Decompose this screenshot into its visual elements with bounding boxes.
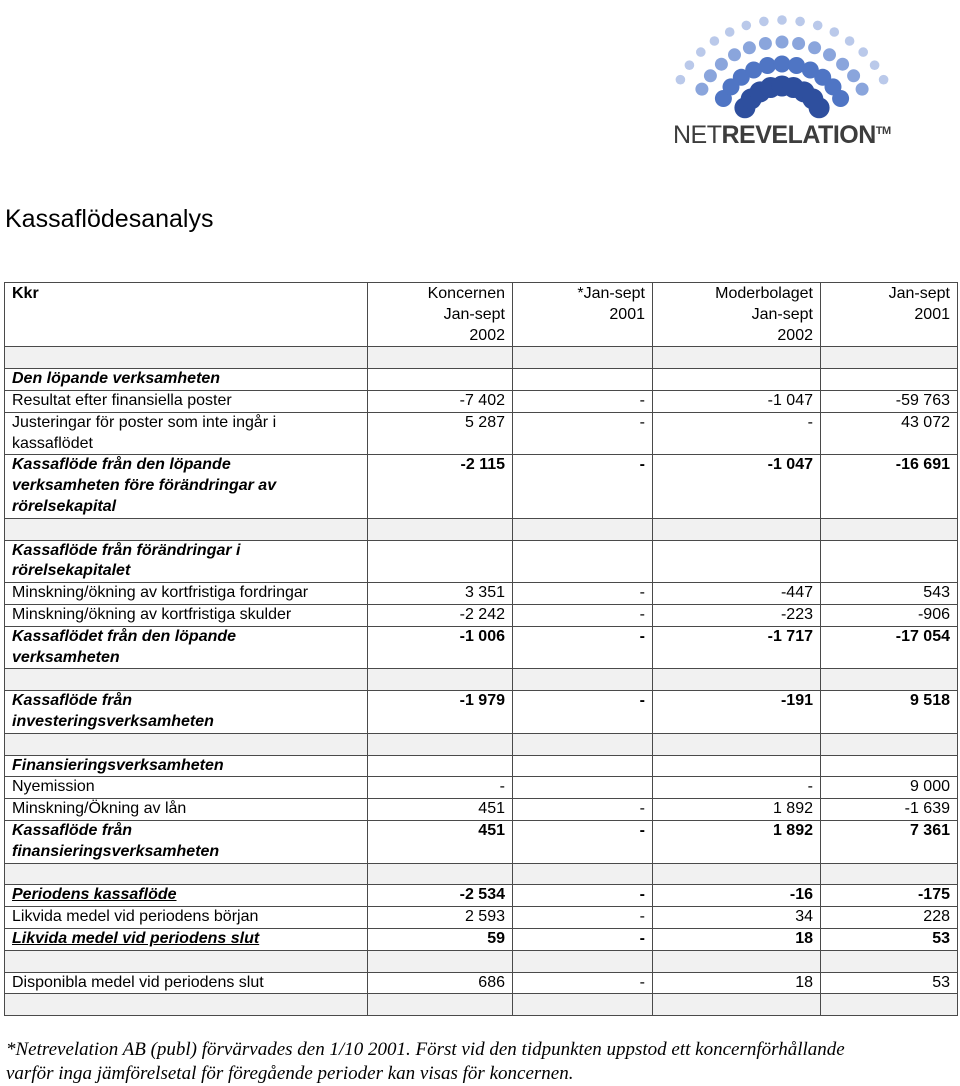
value-cell xyxy=(513,777,653,799)
spacer-cell xyxy=(653,669,821,691)
value-cell: -2 115 xyxy=(368,455,513,518)
logo-dot xyxy=(836,58,849,71)
logo-dot xyxy=(696,47,706,57)
value-cell: 34 xyxy=(653,907,821,929)
value-cell: -1 717 xyxy=(653,626,821,669)
table-row xyxy=(5,412,958,455)
table-row xyxy=(5,799,958,821)
spacer-cell xyxy=(368,518,513,540)
spacer-cell xyxy=(653,863,821,885)
logo-dot xyxy=(774,56,791,73)
spacer-cell xyxy=(5,669,368,691)
spacer-cell xyxy=(368,347,513,369)
value-cell: -447 xyxy=(653,583,821,605)
row-label-cell: Minskning/ökning av kortfristiga skulder xyxy=(5,604,368,626)
value-cell: -16 691 xyxy=(821,455,958,518)
spacer-cell xyxy=(821,863,958,885)
spacer-cell xyxy=(821,518,958,540)
value-cell: - xyxy=(513,885,653,907)
spacer-row xyxy=(5,669,958,691)
spacer-cell xyxy=(821,669,958,691)
spacer-cell xyxy=(513,669,653,691)
spacer-cell xyxy=(653,733,821,755)
value-cell: 451 xyxy=(368,820,513,863)
value-cell: 43 072 xyxy=(821,412,958,455)
row-label-cell: Justeringar för poster som inte ingår i kassaflödet xyxy=(5,412,368,455)
table-row xyxy=(5,907,958,929)
table-row xyxy=(5,369,958,391)
value-cell xyxy=(821,755,958,777)
logo-dot xyxy=(847,69,860,82)
value-cell: 3 351 xyxy=(368,583,513,605)
value-cell: -223 xyxy=(653,604,821,626)
row-label-cell: Den löpande verksamheten xyxy=(5,369,368,391)
value-cell: -17 054 xyxy=(821,626,958,669)
spacer-cell xyxy=(5,994,368,1016)
value-cell: -906 xyxy=(821,604,958,626)
value-cell: -16 xyxy=(653,885,821,907)
spacer-row xyxy=(5,950,958,972)
spacer-row xyxy=(5,347,958,369)
row-label-cell: Likvida medel vid periodens början xyxy=(5,907,368,929)
spacer-cell xyxy=(513,994,653,1016)
logo-dot xyxy=(743,41,756,54)
value-cell: 18 xyxy=(653,972,821,994)
row-label-cell: Nyemission xyxy=(5,777,368,799)
footnote xyxy=(6,1038,956,1086)
value-cell: 53 xyxy=(821,972,958,994)
logo-dot xyxy=(809,97,830,118)
value-cell: -175 xyxy=(821,885,958,907)
logo-trademark: TM xyxy=(875,125,891,137)
value-cell: 2 593 xyxy=(368,907,513,929)
table-row xyxy=(5,390,958,412)
value-cell: -1 047 xyxy=(653,455,821,518)
value-cell xyxy=(368,755,513,777)
header-column-cell: Moderbolaget Jan-sept 2002 xyxy=(653,283,821,347)
logo-dot xyxy=(792,37,805,50)
logo-dot xyxy=(856,83,869,96)
value-cell: -191 xyxy=(653,691,821,734)
value-cell: 5 287 xyxy=(368,412,513,455)
value-cell: 686 xyxy=(368,972,513,994)
company-logo xyxy=(664,2,904,152)
value-cell xyxy=(821,540,958,583)
value-cell: -1 047 xyxy=(653,390,821,412)
value-cell: - xyxy=(513,626,653,669)
table-row xyxy=(5,691,958,734)
value-cell: -2 242 xyxy=(368,604,513,626)
logo-text-net: NET xyxy=(673,121,722,149)
logo-dots-graphic xyxy=(664,2,904,122)
row-label-cell: Kassaflöde från investeringsverksamheten xyxy=(5,691,368,734)
spacer-cell xyxy=(513,347,653,369)
table-row xyxy=(5,972,958,994)
table-row xyxy=(5,455,958,518)
value-cell: 1 892 xyxy=(653,820,821,863)
value-cell: -2 534 xyxy=(368,885,513,907)
spacer-cell xyxy=(368,863,513,885)
table-row xyxy=(5,928,958,950)
value-cell: 7 361 xyxy=(821,820,958,863)
value-cell xyxy=(653,540,821,583)
table-row xyxy=(5,583,958,605)
value-cell: - xyxy=(513,972,653,994)
spacer-row xyxy=(5,994,958,1016)
logo-dot xyxy=(823,48,836,61)
value-cell: - xyxy=(513,455,653,518)
value-cell: -1 639 xyxy=(821,799,958,821)
spacer-cell xyxy=(368,733,513,755)
table-row xyxy=(5,820,958,863)
logo-dot xyxy=(813,21,823,31)
value-cell: - xyxy=(513,604,653,626)
cashflow-table xyxy=(4,282,958,1016)
logo-wordmark xyxy=(673,123,891,148)
spacer-cell xyxy=(653,518,821,540)
spacer-cell xyxy=(368,950,513,972)
logo-dot xyxy=(795,17,805,27)
value-cell: 53 xyxy=(821,928,958,950)
value-cell: 9 518 xyxy=(821,691,958,734)
table-row xyxy=(5,540,958,583)
value-cell xyxy=(513,755,653,777)
header-column-cell: *Jan-sept 2001 xyxy=(513,283,653,347)
cashflow-table-body xyxy=(5,283,958,1016)
logo-dot xyxy=(710,36,720,46)
logo-dot xyxy=(715,58,728,71)
logo-dot xyxy=(830,27,840,37)
table-row xyxy=(5,885,958,907)
spacer-cell xyxy=(653,994,821,1016)
spacer-cell xyxy=(821,347,958,369)
value-cell xyxy=(513,540,653,583)
value-cell: - xyxy=(513,691,653,734)
spacer-row xyxy=(5,733,958,755)
spacer-cell xyxy=(5,518,368,540)
row-label-cell: Finansieringsverksamheten xyxy=(5,755,368,777)
value-cell xyxy=(821,369,958,391)
spacer-cell xyxy=(821,994,958,1016)
logo-dot xyxy=(759,37,772,50)
logo-text-revelation: REVELATION xyxy=(721,121,876,149)
value-cell: - xyxy=(513,907,653,929)
value-cell: - xyxy=(513,799,653,821)
value-cell: -59 763 xyxy=(821,390,958,412)
value-cell: - xyxy=(653,412,821,455)
value-cell: 18 xyxy=(653,928,821,950)
spacer-cell xyxy=(5,950,368,972)
footnote-line-1: *Netrevelation AB (publ) förvärvades den 1/10 2001. Först vid den tidpunkten uppstod ett koncernförhållande xyxy=(6,1039,845,1060)
row-label-cell: Minskning/Ökning av lån xyxy=(5,799,368,821)
table-header-row xyxy=(5,283,958,347)
value-cell xyxy=(653,755,821,777)
spacer-cell xyxy=(513,950,653,972)
value-cell: 1 892 xyxy=(653,799,821,821)
logo-dot xyxy=(695,83,708,96)
value-cell: -1 006 xyxy=(368,626,513,669)
value-cell: - xyxy=(513,390,653,412)
table-row xyxy=(5,755,958,777)
logo-dot xyxy=(776,36,789,49)
value-cell: 451 xyxy=(368,799,513,821)
header-column-cell: Koncernen Jan-sept 2002 xyxy=(368,283,513,347)
spacer-cell xyxy=(513,863,653,885)
table-row xyxy=(5,777,958,799)
table-row xyxy=(5,604,958,626)
row-label-cell: Kassaflöde från förändringar i rörelsekapitalet xyxy=(5,540,368,583)
spacer-cell xyxy=(821,950,958,972)
row-label-cell: Kassaflöde från den löpande verksamheten före förändringar av rörelsekapital xyxy=(5,455,368,518)
value-cell: - xyxy=(513,820,653,863)
row-label-cell: Kassaflödet från den löpande verksamheten xyxy=(5,626,368,669)
logo-dot xyxy=(759,57,776,74)
logo-dot xyxy=(759,17,769,27)
logo-dot xyxy=(777,15,787,25)
value-cell: 59 xyxy=(368,928,513,950)
logo-dot xyxy=(808,41,821,54)
page-title: Kassaflödesanalys xyxy=(5,205,214,233)
value-cell xyxy=(368,540,513,583)
spacer-cell xyxy=(5,733,368,755)
value-cell: - xyxy=(653,777,821,799)
logo-dot xyxy=(676,75,686,85)
value-cell: - xyxy=(513,412,653,455)
spacer-cell xyxy=(653,950,821,972)
spacer-cell xyxy=(821,733,958,755)
logo-dot xyxy=(742,21,752,31)
spacer-row xyxy=(5,863,958,885)
row-label-cell: Likvida medel vid periodens slut xyxy=(5,928,368,950)
value-cell xyxy=(653,369,821,391)
value-cell: 228 xyxy=(821,907,958,929)
row-label-cell: Kassaflöde från finansieringsverksamheten xyxy=(5,820,368,863)
value-cell: -1 979 xyxy=(368,691,513,734)
spacer-cell xyxy=(5,347,368,369)
value-cell: - xyxy=(513,928,653,950)
value-cell: - xyxy=(513,583,653,605)
logo-dot xyxy=(704,69,717,82)
value-cell: 9 000 xyxy=(821,777,958,799)
table-row xyxy=(5,626,958,669)
value-cell xyxy=(368,369,513,391)
spacer-cell xyxy=(368,669,513,691)
row-label-cell: Minskning/ökning av kortfristiga fordringar xyxy=(5,583,368,605)
footnote-line-2: varför inga jämförelsetal för föregående perioder kan visas för koncernen. xyxy=(6,1063,574,1084)
spacer-cell xyxy=(653,347,821,369)
spacer-cell xyxy=(513,733,653,755)
logo-dot xyxy=(728,48,741,61)
spacer-row xyxy=(5,518,958,540)
logo-dot xyxy=(685,60,695,70)
row-label-cell: Resultat efter finansiella poster xyxy=(5,390,368,412)
logo-dot xyxy=(845,36,855,46)
row-label-cell: Disponibla medel vid periodens slut xyxy=(5,972,368,994)
logo-dot xyxy=(725,27,735,37)
header-column-cell: Jan-sept 2001 xyxy=(821,283,958,347)
logo-dot xyxy=(870,60,880,70)
logo-dot xyxy=(858,47,868,57)
logo-dot xyxy=(879,75,889,85)
value-cell: -7 402 xyxy=(368,390,513,412)
logo-dot xyxy=(832,90,849,107)
spacer-cell xyxy=(513,518,653,540)
value-cell: - xyxy=(368,777,513,799)
spacer-cell xyxy=(368,994,513,1016)
value-cell xyxy=(513,369,653,391)
row-label-cell: Periodens kassaflöde xyxy=(5,885,368,907)
spacer-cell xyxy=(5,863,368,885)
header-label-cell: Kkr xyxy=(5,283,368,347)
value-cell: 543 xyxy=(821,583,958,605)
